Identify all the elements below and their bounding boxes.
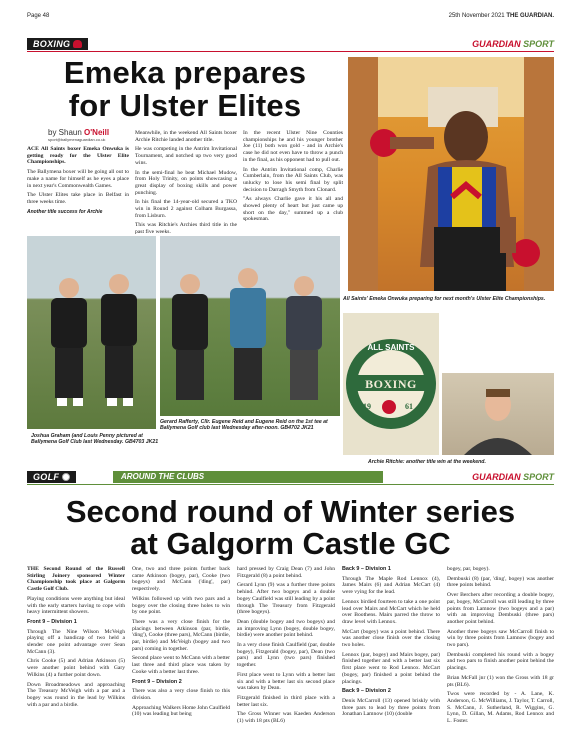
golf-photo-left <box>27 236 156 429</box>
golf-caption-right: Gerard Rafferty, Cllr. Eugene Reid and Eugene Reid on the 1st tee at Ballymena Golf club last Wednesday after-noon. GB4702 JK21 <box>160 419 328 432</box>
boxing-glove-icon <box>73 40 82 48</box>
club-sign-year-a: 19 <box>363 402 371 411</box>
archie-caption: Archie Ritchie: another title win at the weekend. <box>368 459 486 465</box>
club-sign-photo <box>343 313 439 455</box>
guardian-sport-logo-golf: GUARDIAN SPORT <box>472 472 554 482</box>
boxing-column-3: In the recent Ulster Nine Counties championships he and his younger brother Joe (11) both won gold - and in Archie's case he did not even have to throw a punch in the final, as his opponent had to pull out. In the Antrim Invitational comp, Charlie Cumberlain, from the All Saints Club, was unlucky to lose his semi final by split decision to Darragh Smyth from Clonard. "As always Charlie gave it his all and showed plenty of heart but just came up short on the day," summed up a club spokesman. <box>243 130 343 223</box>
archie-figure-illustration <box>442 373 554 455</box>
golf-ball-icon <box>62 473 70 481</box>
golfers-illustration-right <box>160 236 340 416</box>
byline: by Shaun O'Neill <box>48 128 110 137</box>
golf-column-3: hard pressed by Craig Dean (7) and John Fitzgerald (8) a point behind. Gerard Lynn (9) was a further three points behind. After two bogeys and a double bogey Caulfield was still leading by a point through The Treasury from Fitzgerald (three bogeys). Dean (double bogey and two bogeys) and an improving Lynn (bogey, double bogey, birdie) were another point behind. In a very close finish Caulfield (par, double bogey), Fitzgerald (bogey, par), Dean (two pars) and Lynn (two pars) finished together. First place went to Lynn with a better last six and with a better last six second place was taken by Dean. Fitzgerald finished in third place with a better last six. The Gross Winner was Kaeden Anderson (1) with 18 pts (BL6) <box>237 566 335 725</box>
golf-column-2: One, two and three points further back came Atkinson (bogey, par), Cooke (two bogeys) and McCann ('ding', par) respectively. Wilkins followed up with two pars and a bogey over the closing three holes to win by one point. There was a very close finish for the placings between Atkinson (par, birdie, 'ding'), Cooke (three pars), McCann (birdie, par, birdie) and McVeigh (bogey and two pars) coming in together. Second place went to McCann with a better last three and third place was taken by Cooke with a better last three. Front 9 – Division 2 There was also a very close finish to this division. Approaching Walkers Home John Caulfield (10) was leading but being <box>132 566 231 718</box>
subhead: Another title success for Archie <box>27 208 103 215</box>
boxer-figure-illustration <box>348 57 554 291</box>
golf-caption-left: Joshua Graham (and Louis Penny pictured at Ballymena Golf Club last Wednesday. GB4703 JK21 <box>31 433 159 446</box>
golf-headline: Second round of Winter series at Galgorm Castle GC <box>65 494 516 561</box>
golf-column-1: THE Second Round of the Russell Stirling Joinery sponsored Winter Championship took place at Galgorm Castle Golf Club. Playing conditions were anything but ideal with the early starters having to cope with heavy intermittent showers. Front 9 – Division 1 Through The Nine Wilson McVeigh playing off a handicap of two held a slender one point advantage over Sean McCann (3). Chris Cooke (5) and Adrian Atkinson (5) were another point behind with Gary Wilkins (4) a further point down. Down Broadmeadows and approaching The Treasury McVeigh with a par and a bogey was round in the lead by Wilkins with a par and a birdie. <box>27 566 125 708</box>
boxing-section-bar <box>27 38 554 50</box>
club-sign-bottom: CLUB <box>379 417 403 426</box>
golfers-illustration-left <box>27 236 156 429</box>
golf-photo-right <box>160 236 340 416</box>
page-header <box>27 13 554 19</box>
golf-column-4: Back 9 – Division 1 Through The Maple Rod Lennox (4), James Mairs (6) and Adrian McCart (4) were vying for the lead. Lennox birdied fourteen to take a one point lead over Mairs and McCart which he held over Boothens. Mairs parred the throw to draw level with Lennox. McCart (bogey) was a point behind. There was another close finish over the closing two holes. Lennox (par, bogey) and Mairs bogey, par) finished together and with a better last six first place went to Rod Lennox. McCart (bogey, par) finished a point behind the placings. Back 9 – Division 2 Denis McCarroll (13) opened briskly with three pars to lead by three points from Jonathan Lamnow (10) (double <box>342 566 440 718</box>
around-the-clubs-banner: AROUND THE CLUBS <box>113 471 383 483</box>
boxing-column-1: ACE All Saints boxer Emeka Onwuka is getting ready for the Ulster Elite Championships. The Ballymena boxer will be going all out to make a name for himself as he eyes a place in next year's Commonwealth Games. The Ulster Elites take place in Belfast in three weeks time. Another title success for Archie <box>27 146 129 215</box>
golf-tag: GOLF <box>27 471 76 483</box>
page-number: Page 48 <box>27 13 50 19</box>
emeka-photo <box>348 57 554 291</box>
golf-rule <box>27 484 554 485</box>
emeka-caption: All Saints' Emeka Onwuka preparing for next month's Ulster Elite Championships. <box>343 296 546 302</box>
club-sign-year-b: 61 <box>405 402 413 411</box>
issue-date: 25th November 2021 THE GUARDIAN. <box>448 13 554 19</box>
golf-section-bar <box>27 471 554 483</box>
boxing-tag: BOXING <box>27 38 88 50</box>
golf-column-5: bogey, par, bogey). Dembuski (8) (par, 'ding', bogey) was another three points behind. Over Berchers after recording a double bogey, par, bogey, McCarroll was still leading by three points from Lamnow (two bogeys and a par) with an improving Dembuski (three pars) another point behind. Another three bogeys saw McCarroll finish to win by three points from Lamnow (bogey and two pars). Dembuski completed his round with a bogey and two pars to finish another point behind the placings. Brian McFall jnr (1) won the Gross with 18 gr pts (BL6). Twos were recorded by - A. Lane, K. Anderson, G. McWilliams, J. Taylor, T. Carroll, S. McCann, J. Sutherland, R. Wiggins, G. Lynn, D. Gillan, M. Adams, Rod Lennox and L. Foster. <box>447 566 554 725</box>
section-rule <box>27 51 554 52</box>
byline-email[interactable]: sport@ballymenaguardian.co.uk <box>48 137 106 142</box>
boxing-column-2: Meanwhile, in the weekend All Saints boxer Archie Ritchie landed another title. He was competing in the Antrim Invitational Tournament, and notched up two very good wins. In the semi-final he beat Michael Mudow, from Holy Trinity, on points showcasing a great display of boxing skills and power punching. In his final the 14-year-old secured a TKO win in Round 2 against Colham Burgassa, from Lisburn. This was Ritchie's Archies third title in the past five weeks. <box>135 130 237 236</box>
paper-name: THE GUARDIAN. <box>506 13 554 19</box>
club-sign-boxing: BOXING <box>365 377 417 391</box>
archie-photo <box>442 373 554 455</box>
club-sign-top: ALL SAINTS <box>367 343 415 352</box>
boxing-headline: Emeka prepares for Ulster Elites <box>63 55 307 123</box>
guardian-sport-logo: GUARDIAN SPORT <box>472 39 554 49</box>
